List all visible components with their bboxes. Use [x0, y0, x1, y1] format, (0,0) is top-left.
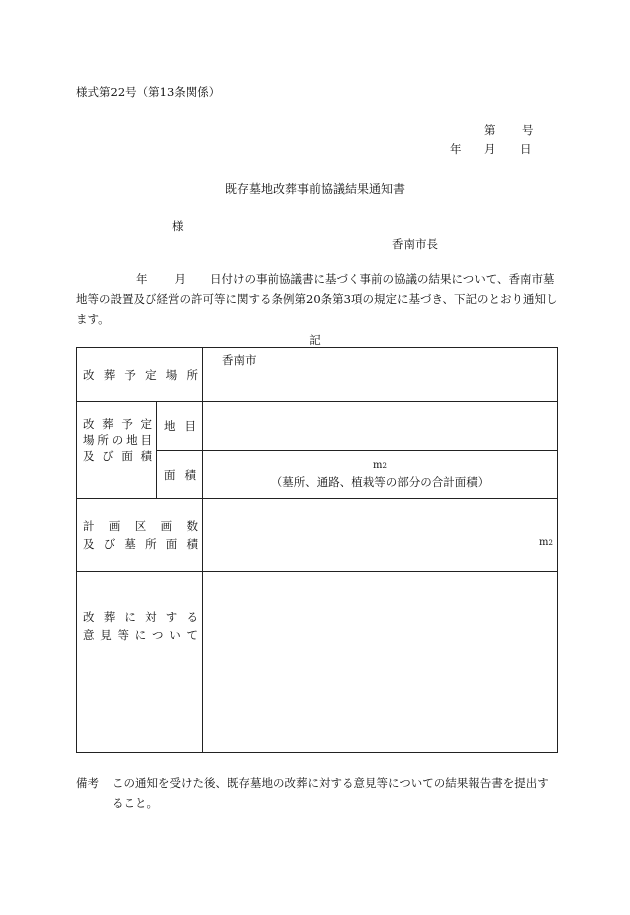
document-title: 既存墓地改葬事前協議結果通知書 — [224, 182, 405, 196]
area-note: （墓所、通路、植栽等の部分の合計面積） — [270, 474, 490, 489]
land-group-label-line2: 場 所 の 地 目 — [83, 433, 152, 447]
notes-text: この通知を受けた後、既存墓地の改葬に対する意見等についての結果報告書を提出すること。 — [112, 776, 549, 810]
body-year-label: 年 — [136, 272, 148, 286]
body-paragraph — [76, 269, 560, 329]
area-label: 面 積 — [164, 467, 196, 482]
planned-site-label: 改 葬 予 定 場 所 — [83, 367, 198, 382]
planned-site-value-cell — [203, 348, 558, 402]
plots-label-line2: 及 び 墓 所 面 積 — [83, 537, 198, 551]
date-day-label: 日 — [520, 142, 532, 156]
date-month-label: 月 — [484, 142, 496, 156]
addressee-suffix: 様 — [172, 219, 184, 233]
area-label-cell — [157, 451, 203, 499]
info-table — [76, 347, 558, 753]
notes-label: 備考 — [76, 776, 99, 790]
planned-site-value: 香南市 — [222, 353, 257, 367]
number-label: 第 — [484, 123, 496, 137]
body-month-label: 月 — [174, 272, 186, 286]
body-text: 日付けの事前協議書に基づく事前の協議の結果について、香南市墓地等の設置及び経営の許可等に関する条例第20条第3項の規定に基づき、下記のとおり通知します。 — [76, 272, 558, 326]
plots-label-cell — [77, 499, 203, 572]
plots-value-cell — [203, 499, 558, 572]
planned-site-label-cell — [77, 348, 203, 402]
chimoku-label: 地 目 — [164, 419, 196, 433]
chimoku-value-cell — [203, 402, 558, 451]
opinion-label-cell — [77, 572, 203, 753]
row-chimoku — [77, 402, 558, 451]
notes-section — [76, 773, 560, 813]
row-plots — [77, 499, 558, 572]
form-number: 様式第22号（第13条関係） — [76, 85, 221, 99]
area-unit: m2 — [373, 459, 387, 471]
land-group-label-line1: 改 葬 予 定 — [83, 417, 152, 431]
row-opinion — [77, 572, 558, 753]
plots-unit: m2 — [539, 537, 553, 548]
opinion-label-line1: 改 葬 に 対 す る — [83, 610, 198, 624]
row-planned-site — [77, 348, 558, 402]
chimoku-label-cell — [157, 402, 203, 451]
date-year-label: 年 — [450, 142, 462, 156]
area-value-cell — [203, 451, 558, 499]
sender-name: 香南市長 — [392, 237, 438, 251]
opinion-label-line2: 意 見 等 に つ い て — [83, 628, 198, 642]
plots-label-line1: 計 画 区 画 数 — [83, 519, 198, 533]
land-group-label-line3: 及 び 面 積 — [83, 449, 152, 463]
opinion-value-cell — [203, 572, 558, 753]
ki-heading: 記 — [309, 333, 321, 347]
land-group-label-cell — [77, 402, 157, 499]
number-suffix: 号 — [522, 123, 534, 137]
